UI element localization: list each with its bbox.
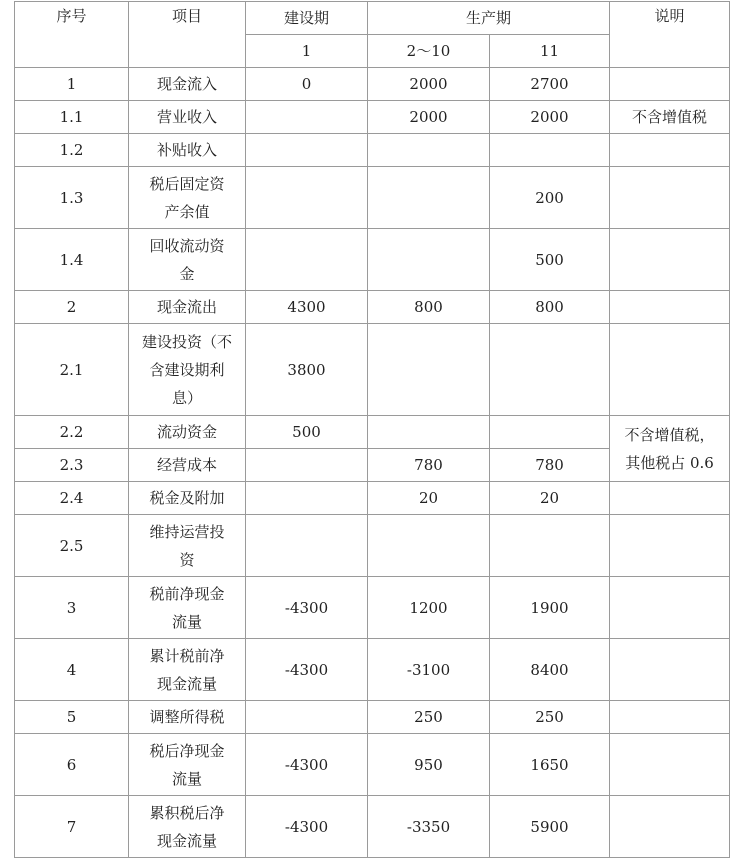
header-item: 项目 — [129, 2, 246, 68]
header-row — [15, 2, 730, 35]
row-production-2-10-value: -3100 — [368, 639, 490, 701]
table-row — [15, 577, 730, 639]
header-remark: 说明 — [610, 2, 730, 68]
table-row — [15, 101, 730, 134]
row-item: 补贴收入 — [129, 134, 246, 167]
row-remark — [610, 734, 730, 796]
row-item: 现金流出 — [129, 291, 246, 324]
table-row — [15, 134, 730, 167]
row-production-2-10-value: 780 — [368, 449, 490, 482]
row-seq: 7 — [15, 796, 129, 858]
table-row — [15, 324, 730, 416]
row-construction-value: 0 — [246, 68, 368, 101]
row-item: 税后净现金 流量 — [129, 734, 246, 796]
row-construction-value — [246, 167, 368, 229]
table-row — [15, 68, 730, 101]
row-remark: 不含增值税， 其他税占 0.6 — [610, 416, 730, 482]
row-production-2-10-value — [368, 167, 490, 229]
row-item: 回收流动资 金 — [129, 229, 246, 291]
row-production-11-value: 800 — [490, 291, 610, 324]
row-production-2-10-value: 20 — [368, 482, 490, 515]
row-construction-value: 500 — [246, 416, 368, 449]
row-production-11-value: 1650 — [490, 734, 610, 796]
row-construction-value — [246, 515, 368, 577]
row-seq: 3 — [15, 577, 129, 639]
row-production-11-value — [490, 515, 610, 577]
row-remark — [610, 291, 730, 324]
table-row — [15, 639, 730, 701]
table-row — [15, 482, 730, 515]
row-seq: 2.3 — [15, 449, 129, 482]
row-seq: 2.2 — [15, 416, 129, 449]
row-seq: 2.5 — [15, 515, 129, 577]
row-production-2-10-value: 950 — [368, 734, 490, 796]
table-row — [15, 167, 730, 229]
table-row — [15, 734, 730, 796]
row-seq: 4 — [15, 639, 129, 701]
row-production-2-10-value: 2000 — [368, 68, 490, 101]
row-production-2-10-value: 2000 — [368, 101, 490, 134]
row-seq: 2 — [15, 291, 129, 324]
row-seq: 1.4 — [15, 229, 129, 291]
row-remark — [610, 577, 730, 639]
row-construction-value: 4300 — [246, 291, 368, 324]
row-production-2-10-value: 1200 — [368, 577, 490, 639]
row-remark — [610, 639, 730, 701]
row-remark — [610, 229, 730, 291]
row-construction-value — [246, 701, 368, 734]
row-construction-value — [246, 449, 368, 482]
row-remark — [610, 482, 730, 515]
row-production-2-10-value: -3350 — [368, 796, 490, 858]
row-production-2-10-value: 800 — [368, 291, 490, 324]
row-construction-value — [246, 482, 368, 515]
row-production-11-value — [490, 416, 610, 449]
row-seq: 1 — [15, 68, 129, 101]
row-item: 经营成本 — [129, 449, 246, 482]
row-production-11-value: 20 — [490, 482, 610, 515]
row-item: 税金及附加 — [129, 482, 246, 515]
row-production-2-10-value — [368, 416, 490, 449]
header-production-period: 生产期 — [368, 2, 610, 35]
row-production-11-value: 8400 — [490, 639, 610, 701]
table-row — [15, 515, 730, 577]
row-construction-value: 3800 — [246, 324, 368, 416]
row-item: 流动资金 — [129, 416, 246, 449]
row-seq: 2.4 — [15, 482, 129, 515]
row-production-2-10-value — [368, 229, 490, 291]
cash-flow-table — [14, 1, 730, 858]
row-remark — [610, 134, 730, 167]
row-item: 税前净现金 流量 — [129, 577, 246, 639]
row-remark: 不含增值税 — [610, 101, 730, 134]
table-row — [15, 701, 730, 734]
row-construction-value — [246, 101, 368, 134]
row-production-11-value: 500 — [490, 229, 610, 291]
row-remark — [610, 796, 730, 858]
table-row — [15, 796, 730, 858]
row-production-2-10-value — [368, 324, 490, 416]
row-seq: 1.1 — [15, 101, 129, 134]
row-production-11-value: 250 — [490, 701, 610, 734]
row-construction-value — [246, 134, 368, 167]
row-remark — [610, 515, 730, 577]
row-construction-value: -4300 — [246, 796, 368, 858]
row-production-11-value: 1900 — [490, 577, 610, 639]
row-production-11-value: 200 — [490, 167, 610, 229]
row-production-11-value: 5900 — [490, 796, 610, 858]
row-item: 累计税前净 现金流量 — [129, 639, 246, 701]
table-row — [15, 416, 730, 449]
row-production-11-value: 2000 — [490, 101, 610, 134]
row-seq: 5 — [15, 701, 129, 734]
row-production-2-10-value — [368, 515, 490, 577]
row-production-2-10-value: 250 — [368, 701, 490, 734]
row-production-11-value: 780 — [490, 449, 610, 482]
row-production-11-value — [490, 134, 610, 167]
row-item: 累积税后净 现金流量 — [129, 796, 246, 858]
row-construction-value — [246, 229, 368, 291]
row-seq: 2.1 — [15, 324, 129, 416]
row-seq: 1.2 — [15, 134, 129, 167]
header-construction-period: 建设期 — [246, 2, 368, 35]
row-item: 税后固定资 产余值 — [129, 167, 246, 229]
row-item: 现金流入 — [129, 68, 246, 101]
row-item: 调整所得税 — [129, 701, 246, 734]
row-production-11-value — [490, 324, 610, 416]
subheader-production-years-2-10: 2～10 — [368, 35, 490, 68]
header-seq: 序号 — [15, 2, 129, 68]
table-row — [15, 229, 730, 291]
table-row — [15, 291, 730, 324]
row-seq: 6 — [15, 734, 129, 796]
row-production-11-value: 2700 — [490, 68, 610, 101]
row-remark — [610, 68, 730, 101]
row-construction-value: -4300 — [246, 639, 368, 701]
row-construction-value: -4300 — [246, 577, 368, 639]
row-item: 营业收入 — [129, 101, 246, 134]
row-item: 建设投资（不 含建设期利 息） — [129, 324, 246, 416]
row-production-2-10-value — [368, 134, 490, 167]
row-construction-value: -4300 — [246, 734, 368, 796]
row-remark — [610, 324, 730, 416]
subheader-construction-year: 1 — [246, 35, 368, 68]
subheader-production-year-11: 11 — [490, 35, 610, 68]
row-remark — [610, 701, 730, 734]
row-seq: 1.3 — [15, 167, 129, 229]
row-item: 维持运营投 资 — [129, 515, 246, 577]
row-remark — [610, 167, 730, 229]
